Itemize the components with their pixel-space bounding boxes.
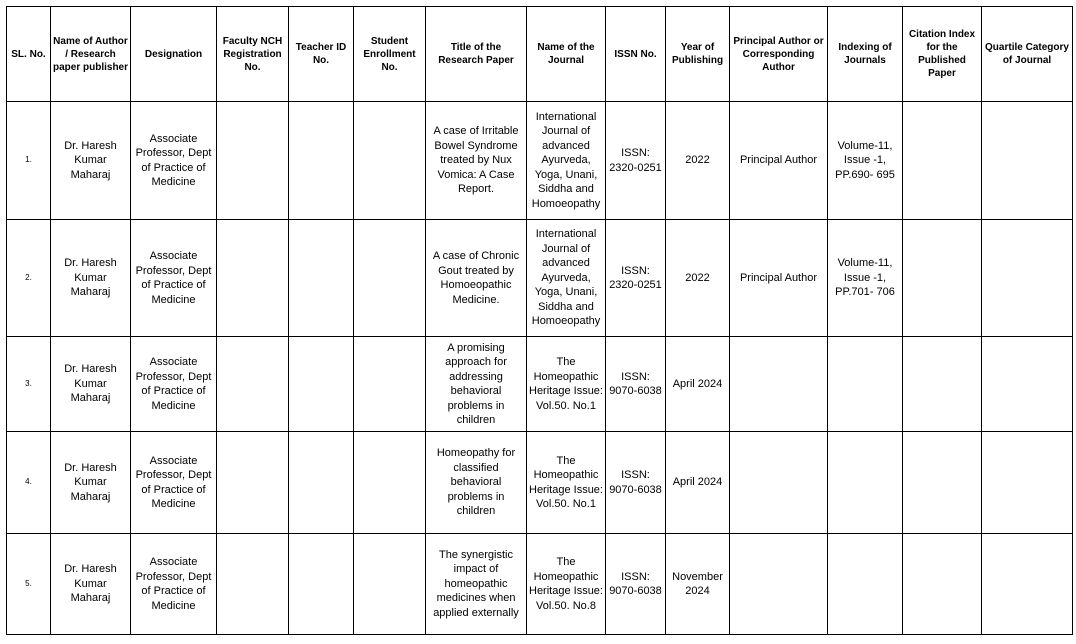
header-designation: Designation bbox=[131, 7, 217, 102]
cell-indexing bbox=[828, 337, 903, 432]
cell-teacher-id bbox=[289, 432, 354, 534]
cell-nch-registration bbox=[217, 534, 289, 635]
cell-nch-registration bbox=[217, 102, 289, 220]
cell-author-role bbox=[730, 337, 828, 432]
cell-student-enrollment bbox=[354, 432, 426, 534]
cell-author-role bbox=[730, 534, 828, 635]
cell-journal: International Journal of advanced Ayurveda, Yoga, Unani, Siddha and Homoeopathy bbox=[527, 220, 606, 337]
cell-student-enrollment bbox=[354, 534, 426, 635]
table-row bbox=[7, 534, 1073, 635]
cell-quartile bbox=[982, 432, 1073, 534]
cell-issn: ISSN: 9070-6038 bbox=[606, 534, 666, 635]
cell-sl-no: 3. bbox=[7, 337, 51, 432]
cell-issn: ISSN: 2320-0251 bbox=[606, 220, 666, 337]
cell-issn: ISSN: 2320-0251 bbox=[606, 102, 666, 220]
cell-indexing: Volume-11, Issue -1, PP.690- 695 bbox=[828, 102, 903, 220]
cell-student-enrollment bbox=[354, 220, 426, 337]
cell-paper-title: The synergistic impact of homeopathic medicines when applied externally bbox=[426, 534, 527, 635]
cell-citation-index bbox=[903, 337, 982, 432]
cell-year: November 2024 bbox=[666, 534, 730, 635]
cell-designation: Associate Professor, Dept of Practice of Medicine bbox=[131, 432, 217, 534]
cell-paper-title: A case of Chronic Gout treated by Homoeopathic Medicine. bbox=[426, 220, 527, 337]
cell-year: April 2024 bbox=[666, 432, 730, 534]
cell-author-role: Principal Author bbox=[730, 102, 828, 220]
cell-year: 2022 bbox=[666, 220, 730, 337]
cell-sl-no: 5. bbox=[7, 534, 51, 635]
cell-citation-index bbox=[903, 534, 982, 635]
header-author-role: Principal Author or Corresponding Author bbox=[730, 7, 828, 102]
cell-sl-no: 2. bbox=[7, 220, 51, 337]
header-indexing: Indexing of Journals bbox=[828, 7, 903, 102]
header-sl-no: SL. No. bbox=[7, 7, 51, 102]
cell-author-role: Principal Author bbox=[730, 220, 828, 337]
cell-quartile bbox=[982, 337, 1073, 432]
cell-indexing: Volume-11, Issue -1, PP.701- 706 bbox=[828, 220, 903, 337]
table-row bbox=[7, 220, 1073, 337]
table-row bbox=[7, 337, 1073, 432]
header-row bbox=[7, 7, 1073, 102]
cell-quartile bbox=[982, 534, 1073, 635]
cell-sl-no: 1. bbox=[7, 102, 51, 220]
header-citation-index: Citation Index for the Published Paper bbox=[903, 7, 982, 102]
header-quartile: Quartile Category of Journal bbox=[982, 7, 1073, 102]
cell-citation-index bbox=[903, 102, 982, 220]
cell-paper-title: A promising approach for addressing behavioral problems in children bbox=[426, 337, 527, 432]
header-year: Year of Publishing bbox=[666, 7, 730, 102]
cell-teacher-id bbox=[289, 102, 354, 220]
header-nch-registration: Faculty NCH Registration No. bbox=[217, 7, 289, 102]
cell-journal: The Homeopathic Heritage Issue: Vol.50. No.1 bbox=[527, 432, 606, 534]
cell-author: Dr. Haresh Kumar Maharaj bbox=[51, 337, 131, 432]
cell-quartile bbox=[982, 102, 1073, 220]
cell-teacher-id bbox=[289, 220, 354, 337]
cell-year: 2022 bbox=[666, 102, 730, 220]
cell-teacher-id bbox=[289, 337, 354, 432]
header-journal-name: Name of the Journal bbox=[527, 7, 606, 102]
cell-teacher-id bbox=[289, 534, 354, 635]
cell-journal: The Homeopathic Heritage Issue: Vol.50. No.8 bbox=[527, 534, 606, 635]
cell-year: April 2024 bbox=[666, 337, 730, 432]
cell-designation: Associate Professor, Dept of Practice of Medicine bbox=[131, 220, 217, 337]
header-student-enrollment: Student Enrollment No. bbox=[354, 7, 426, 102]
cell-paper-title: Homeopathy for classified behavioral problems in children bbox=[426, 432, 527, 534]
cell-author: Dr. Haresh Kumar Maharaj bbox=[51, 102, 131, 220]
header-teacher-id: Teacher ID No. bbox=[289, 7, 354, 102]
cell-author: Dr. Haresh Kumar Maharaj bbox=[51, 220, 131, 337]
header-issn: ISSN No. bbox=[606, 7, 666, 102]
cell-author: Dr. Haresh Kumar Maharaj bbox=[51, 534, 131, 635]
cell-quartile bbox=[982, 220, 1073, 337]
cell-paper-title: A case of Irritable Bowel Syndrome treated by Nux Vomica: A Case Report. bbox=[426, 102, 527, 220]
cell-journal: The Homeopathic Heritage Issue: Vol.50. No.1 bbox=[527, 337, 606, 432]
cell-indexing bbox=[828, 432, 903, 534]
cell-nch-registration bbox=[217, 220, 289, 337]
cell-indexing bbox=[828, 534, 903, 635]
cell-student-enrollment bbox=[354, 337, 426, 432]
cell-author: Dr. Haresh Kumar Maharaj bbox=[51, 432, 131, 534]
header-author-name: Name of Author / Research paper publisher bbox=[51, 7, 131, 102]
cell-student-enrollment bbox=[354, 102, 426, 220]
header-paper-title: Title of the Research Paper bbox=[426, 7, 527, 102]
cell-issn: ISSN: 9070-6038 bbox=[606, 337, 666, 432]
cell-citation-index bbox=[903, 220, 982, 337]
cell-author-role bbox=[730, 432, 828, 534]
cell-designation: Associate Professor, Dept of Practice of Medicine bbox=[131, 102, 217, 220]
table-row bbox=[7, 102, 1073, 220]
cell-nch-registration bbox=[217, 337, 289, 432]
cell-sl-no: 4. bbox=[7, 432, 51, 534]
cell-designation: Associate Professor, Dept of Practice of Medicine bbox=[131, 534, 217, 635]
research-papers-table bbox=[6, 6, 1073, 635]
cell-citation-index bbox=[903, 432, 982, 534]
cell-issn: ISSN: 9070-6038 bbox=[606, 432, 666, 534]
cell-journal: International Journal of advanced Ayurveda, Yoga, Unani, Siddha and Homoeopathy bbox=[527, 102, 606, 220]
cell-nch-registration bbox=[217, 432, 289, 534]
table-row bbox=[7, 432, 1073, 534]
cell-designation: Associate Professor, Dept of Practice of Medicine bbox=[131, 337, 217, 432]
